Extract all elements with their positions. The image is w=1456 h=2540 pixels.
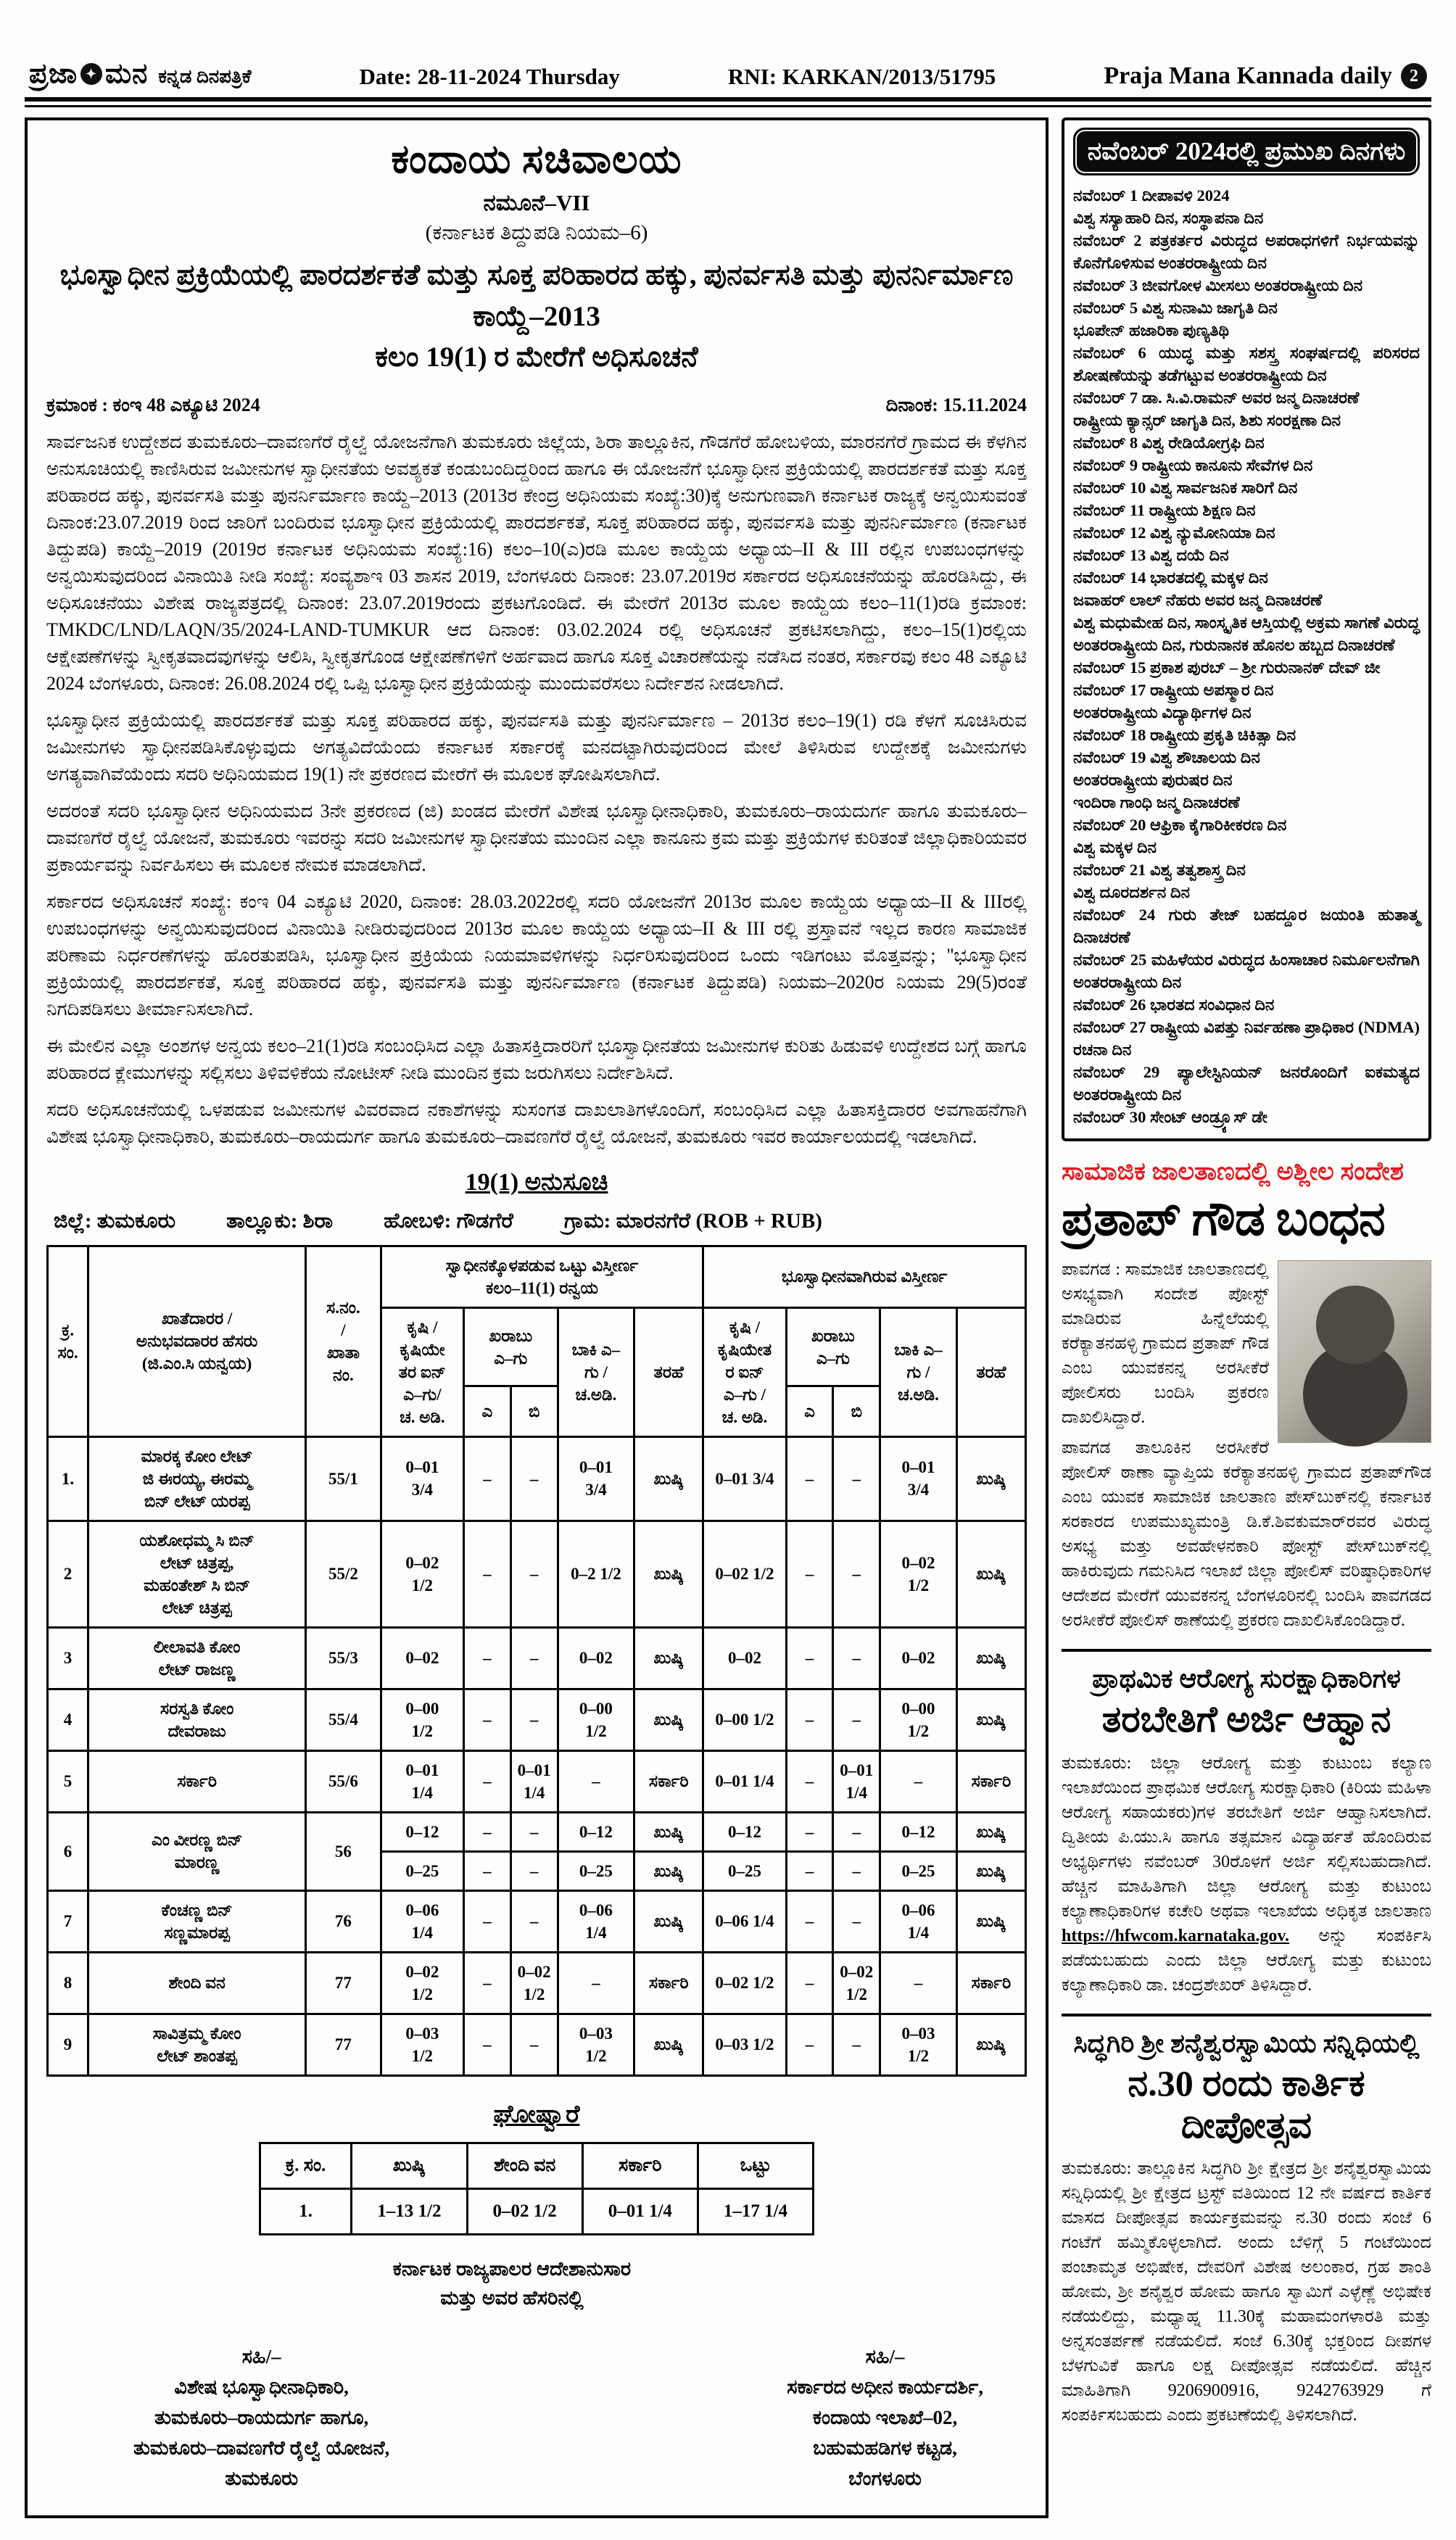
summary-title: ಘೋಷ್ವಾರೆ <box>493 2101 580 2128</box>
table-cell: – <box>786 1689 833 1750</box>
col-agri-1: ಕೃಷಿ / ಕೃಷಿಯೇ ತರ ಐನ್ ಎ–ಗು/ ಚ. ಅಡಿ. <box>381 1307 463 1436</box>
table-cell: – <box>786 1521 833 1627</box>
table-cell: 9 <box>48 2014 88 2075</box>
day-entry: ನವೆಂಬರ್ 9 ರಾಷ್ಟ್ರೀಯ ಕಾನೂನು ಸೇವೆಗಳ ದಿನ <box>1073 456 1313 474</box>
day-entry: ನವೆಂಬರ್ 20 ಆಫ್ರಿಕಾ ಕೈಗಾರಿಕೀಕರಣ ದಿನ <box>1073 816 1287 834</box>
table-cell: – <box>558 1750 634 1812</box>
table-cell: 0–06 1/4 <box>880 1890 957 1952</box>
table-cell: ಸರ್ಕಾರಿ <box>88 1750 306 1812</box>
table-cell: – <box>558 1952 634 2014</box>
table-cell: 0–03 1/2 <box>381 2014 463 2075</box>
table-cell: – <box>786 1952 833 2014</box>
article-paragraph-2: ಪಾವಗಡ ತಾಲೂಕಿನ ಅರಸೀಕೆರೆ ಪೋಲಿಸ್ ಠಾಣಾ ವ್ಯಾಪ್ತಿಯ ಕರೆಕ್ಯಾತನಹಳ್ಳಿ ಗ್ರಾಮದ ಪ್ರತಾಪ್‌ಗೌಡ ಎಂಬ ಯುವಕ ಸಾಮಾಜಿಕ ಜಾಲತಾಣ ಪೇಸ್‌ಬುಕ್‌ನಲ್ಲಿ ಕರ್ನಾಟಕ ಸರಕಾರದ ಉಪಮುಖ್ಯಮಂತ್ರಿ ಡಿ.ಕೆ.ಶಿವಕುಮಾರ್‌ರವರ ವಿರುದ್ಧ ಅಸಭ್ಯ ಮತ್ತು ಅವಹೇಳನಕಾರಿ ಪೋಸ್ಟ್ ಪೇಸ್‌ಬುಕ್‌ನಲ್ಲಿ ಹಾಕಿರುವುದು ಗಮನಿಸಿದ ಇಲಾಖೆ ಜಿಲ್ಲಾ ಪೋಲಿಸ್ ವರಿಷ್ಠಾಧಿಕಾರಿಗಳ ಆದೇಶದ ಮೇರೆಗೆ ಯುವಕನನ್ನ ಬೆಂಗಳೂರಿನಲ್ಲಿ ಬಂದಿಸಿ ಪಾವಗಡದ ಅರಸೀಕೆರೆ ಪೋಲಿಸ್ ಠಾಣೆಯಲ್ಲಿ ಪ್ರಕರಣ ದಾಖಲಿಸಿಕೊಂಡಿದ್ದಾರೆ. <box>1062 1439 1431 1631</box>
paper-logo <box>29 58 148 90</box>
group-total-extent: ಸ್ವಾಧೀನಕ್ಕೊಳಪಡುವ ಒಟ್ಟು ವಿಸ್ತೀರ್ಣ ಕಲಂ–11(1) ರನ್ವಯ <box>381 1246 703 1307</box>
summary-header-cell: ಶೇಂದಿ ವನ <box>467 2143 582 2188</box>
table-cell: 0–00 1/2 <box>381 1689 463 1750</box>
act-title <box>46 255 1027 378</box>
article-headline: ಪ್ರತಾಪ್ ಗೌಡ ಬಂಧನ <box>1062 1192 1385 1246</box>
land-schedule-table <box>46 1245 1027 2077</box>
notification-paragraph-4: ಸರ್ಕಾರದ ಅಧಿಸೂಚನೆ ಸಂಖ್ಯೆ: ಕಂಇ 04 ಎಕ್ಯೂಟಿ 2020, ದಿನಾಂಕ: 28.03.2022ರಲ್ಲಿ ಸದರಿ ಯೋಜನೆಗೆ 2013ರ ಮೂಲ ಕಾಯ್ದೆಯ ಅಧ್ಯಾಯ–II & IIIರಲ್ಲಿ ಉಪಬಂಧಗಳನ್ನು ಅನ್ವಯಿಸುವುದರಿಂದ ವಿನಾಯಿತಿ ನೀಡಿರುವುದರಿಂದ 2013ರ ಮೂಲ ಕಾಯ್ದೆಯ ಅಧ್ಯಾಯ–II & III ರಲ್ಲಿ ಪ್ರಸ್ತಾವನೆ ಇಲ್ಲದ ಕಾರಣ ಸಾಮಾಜಿಕ ಪರಿಣಾಮ ನಿರ್ಧರಣೆಗಳನ್ನು ಹೊರತುಪಡಿಸಿ, ಭೂಸ್ವಾಧೀನ ಪ್ರಕ್ರಿಯೆಯ ನಿಯಮಾವಳಿಗಳನ್ನು ನಿರ್ಧರಿಸುವುದರಿಂದ ಒಂದು ಇಡಿಗಂಟು ಮೊತ್ತವನ್ನು; ''ಭೂಸ್ವಾಧೀನ ಪ್ರಕ್ರಿಯೆಯಲ್ಲಿ ಪಾರದರ್ಶಕತೆ, ಸೂಕ್ತ ಪರಿಹಾರದ ಹಕ್ಕು, ಪುನರ್ವಸತಿ ಮತ್ತು ಪುನರ್ನಿರ್ಮಾಣ (ಕರ್ನಾಟಕ ತಿದ್ದುಪಡಿ) ನಿಯಮ–2020ರ ನಿಯಮ 29(5)ರಂತೆ ನಿಗದಿಪಡಿಸಲು ತೀರ್ಮಾನಿಸಲಾಗಿದೆ. <box>46 890 1027 1019</box>
day-entry: ಜವಾಹರ್ ಲಾಲ್ ನೆಹರು ಅವರ ಜನ್ಮ ದಿನಾಚರಣೆ <box>1073 591 1323 609</box>
table-cell: ಖುಷ್ಕಿ <box>956 2014 1025 2075</box>
paper-name-english-text: Praja Mana Kannada daily <box>1104 62 1392 89</box>
table-row <box>48 1689 1026 1750</box>
table-cell: 0–03 1/2 <box>558 2014 634 2075</box>
table-cell: 0–2 1/2 <box>558 1521 634 1627</box>
table-cell: – <box>786 1750 833 1812</box>
table-cell: 0–02 1/2 <box>703 1521 786 1627</box>
table-cell: – <box>786 2014 833 2075</box>
table-cell: – <box>464 1627 511 1689</box>
table-cell: ಖುಷ್ಕಿ <box>634 1851 703 1890</box>
table-cell: 0–00 1/2 <box>558 1689 634 1750</box>
table-row <box>48 1521 1026 1627</box>
table-cell: 0–02 1/2 <box>381 1521 463 1627</box>
day-entry: ನವೆಂಬರ್ 2 ಪತ್ರಕರ್ತರ ವಿರುದ್ಧದ ಅಪರಾಧಗಳಿಗೆ ನಿರ್ಭಯವನ್ನು ಕೊನೆಗೊಳಿಸುವ ಅಂತರರಾಷ್ಟ್ರೀಯ ದಿನ <box>1073 231 1420 272</box>
health-body-text-2: ಅನ್ನು ಸಂಪರ್ಕಿಸಿ ಪಡೆಯಬಹುದು ಎಂದು ಜಿಲ್ಲಾ ಆರೋಗ್ಯ ಮತ್ತು ಕುಟುಂಬ ಕಲ್ಯಾಣಾಧಿಕಾರಿ ಡಾ. ಚಂದ್ರಶೇಖರ್ ತಿಳಿಸಿದ್ದಾರೆ. <box>1062 1926 1431 1995</box>
article-kicker: ಸಾಮಾಜಿಕ ಜಾಲತಾಣದಲ್ಲಿ ಅಶ್ಲೀಲ ಸಂದೇಶ <box>1062 1157 1404 1186</box>
table-cell: ಖುಷ್ಕಿ <box>956 1812 1025 1851</box>
table-cell: – <box>510 1521 558 1627</box>
col-kharab-b-1: ಬಿ <box>510 1386 558 1436</box>
act-title-line2: ಕಲಂ 19(1) ರ ಮೇರೆಗೆ ಅಧಿಸೂಚನೆ <box>375 342 698 373</box>
table-cell: ಶೇಂದಿ ವನ <box>88 1952 306 2014</box>
table-cell: 6 <box>48 1812 88 1890</box>
table-cell: ಖುಷ್ಕಿ <box>634 1689 703 1750</box>
table-cell: – <box>464 1812 511 1851</box>
table-cell: 56 <box>306 1812 381 1890</box>
day-entry: ನವೆಂಬರ್ 27 ರಾಷ್ಟ್ರೀಯ ವಿಪತ್ತು ನಿರ್ವಹಣಾ ಪ್ರಾಧಿಕಾರ (NDMA) ರಚನಾ ದಿನ <box>1073 1018 1420 1059</box>
health-notice-headline-1: ಪ್ರಾಥಮಿಕ ಆರೋಗ್ಯ ಸುರಕ್ಷಾಧಿಕಾರಿಗಳ <box>1092 1664 1401 1694</box>
table-cell: ಸರ್ಕಾರಿ <box>634 1750 703 1812</box>
day-entry: ನವೆಂಬರ್ 10 ವಿಶ್ವ ಸಾರ್ವಜನಿಕ ಸಾರಿಗೆ ದಿನ <box>1073 479 1298 497</box>
table-cell: ಖುಷ್ಕಿ <box>956 1436 1025 1521</box>
reference-row <box>46 394 1027 417</box>
table-cell: 0–01 1/4 <box>510 1750 558 1812</box>
notification-date: ದಿನಾಂಕ: 15.11.2024 <box>885 394 1027 415</box>
table-cell: ಮಾರಕ್ಕ ಕೋಂ ಲೇಟ್ ಜಿ ಈರಯ್ಯ, ಈರಮ್ಮ ಬಿನ್ ಲೇಟ್ ಯರಪ್ಪ <box>88 1436 306 1521</box>
table-cell: 0–06 1/4 <box>703 1890 786 1952</box>
masthead <box>25 20 1431 97</box>
village-label: ಗ್ರಾಮ: ಮಾರನಗೆರೆ (ROB + RUB) <box>563 1209 822 1233</box>
day-entry: ನವೆಂಬರ್ 24 ಗುರು ತೇಜ್ ಬಹದ್ದೂರ ಜಯಂತಿ ಹುತಾತ್ಮ ದಿನಾಚರಣೆ <box>1073 906 1420 946</box>
summary-value-cell: 0–02 1/2 <box>467 2188 582 2234</box>
table-cell: 77 <box>306 2014 381 2075</box>
november-days-box <box>1062 117 1431 1141</box>
table-cell: ಸಾವಿತ್ರಮ್ಮ ಕೋಂ ಲೇಟ್ ಶಾಂತಪ್ಪ <box>88 2014 306 2075</box>
notification-paragraph-3: ಅದರಂತೆ ಸದರಿ ಭೂಸ್ವಾಧೀನ ಅಧಿನಿಯಮದ 3ನೇ ಪ್ರಕರಣದ (ಜಿ) ಖಂಡದ ಮೇರೆಗೆ ವಿಶೇಷ ಭೂಸ್ವಾಧೀನಾಧಿಕಾರಿ, ತುಮಕೂರು–ರಾಯದುರ್ಗ ಹಾಗೂ ತುಮಕೂರು–ದಾವಣಗೆರೆ ರೈಲ್ವೆ ಯೋಜನೆ, ತುಮಕೂರು ಇವರನ್ನು ಸದರಿ ಜಮೀನುಗಳ ಸ್ವಾಧೀನತೆಯ ಮುಂದಿನ ಎಲ್ಲಾ ಕಾನೂನು ಕ್ರಮ ಮತ್ತು ಪ್ರಕ್ರಿಯೆಗಳ ಕುರಿತಂತೆ ಜಿಲ್ಲಾಧಿಕಾರಿಯವರ ಪ್ರಕಾರ್ಯವನ್ನು ನಿರ್ವಹಿಸಲು ಈ ಮೂಲಕ ನೇಮಕ ಮಾಡಲಾಗಿದೆ. <box>46 800 1027 875</box>
table-cell: ಖುಷ್ಕಿ <box>956 1627 1025 1689</box>
table-cell: 0–00 1/2 <box>703 1689 786 1750</box>
table-cell: – <box>510 1436 558 1521</box>
summary-header-cell: ಸರ್ಕಾರಿ <box>582 2143 698 2188</box>
signature-row <box>133 2341 983 2494</box>
notification-paragraph-1: ಸಾರ್ವಜನಿಕ ಉದ್ದೇಶದ ತುಮಕೂರು–ದಾವಣಗೆರೆ ರೈಲ್ವೆ ಯೋಜನೆಗಾಗಿ ತುಮಕೂರು ಜಿಲ್ಲೆಯ, ಶಿರಾ ತಾಲ್ಲೂಕಿನ, ಗೌಡಗೆರೆ ಹೋಬಳಿಯ, ಮಾರನಗೆರೆ ಗ್ರಾಮದ ಈ ಕೆಳಗಿನ ಅನುಸೂಚಿಯಲ್ಲಿ ಕಾಣಿಸಿರುವ ಜಮೀನುಗಳ ಸ್ವಾಧೀನತೆಯ ಅವಶ್ಯಕತೆ ಕಂಡುಬಂದಿದ್ದರಿಂದ ಹಾಗೂ ಈ ಯೋಜನೆಗೆ ಭೂಸ್ವಾಧೀನ ಪ್ರಕ್ರಿಯೆಯಲ್ಲಿ ಪಾರದರ್ಶಕತೆ ಮತ್ತು ಸೂಕ್ತ ಪರಿಹಾರದ ಹಕ್ಕು, ಪುನರ್ವಸತಿ ಮತ್ತು ಪುನರ್ನಿರ್ಮಾಣ ಕಾಯ್ದೆ–2013 (2013ರ ಕೇಂದ್ರ ಅಧಿನಿಯಮ ಸಂಖ್ಯೆ:30)ಕ್ಕೆ ಅನುಗುಣವಾಗಿ ಕರ್ನಾಟಕ ರಾಜ್ಯಕ್ಕೆ ಅನ್ವಯಿಸುವಂತೆ ದಿನಾಂಕ:23.07.2019 ರಿಂದ ಜಾರಿಗೆ ಬಂದಿರುವ ಭೂಸ್ವಾಧೀನ ಪ್ರಕ್ರಿಯೆಯಲ್ಲಿ ಪಾರದರ್ಶಕತೆ, ಸೂಕ್ತ ಪರಿಹಾರದ ಹಕ್ಕು, ಪುನರ್ವಸತಿ ಮತ್ತು ಪುನರ್ನಿರ್ಮಾಣ (ಕರ್ನಾಟಕ ತಿದ್ದುಪಡಿ) ಕಾಯ್ದೆ–2019 (2019ರ ಕರ್ನಾಟಕ ಅಧಿನಿಯಮ ಸಂಖ್ಯೆ:16) ಕಲಂ–10(ಎ)ರಡಿ ಮೂಲ ಕಾಯ್ದೆಯ ಅಧ್ಯಾಯ–II & III ರಲ್ಲಿನ ಉಪಬಂಧಗಳನ್ನು ಅನ್ವಯಿಸುವುದರಿಂದ ವಿನಾಯಿತಿ ನೀಡಿ ಸಂಖ್ಯೆ: ಸಂವ್ಯಶಾಇ 03 ಶಾಸನ 2019, ಬೆಂಗಳೂರು ದಿನಾಂಕ: 23.07.2019ರ ಸರ್ಕಾರದ ಅಧಿಸೂಚನೆಯನ್ನು ಹೊರಡಿಸಿದ್ದು, ಈ ಅಧಿಸೂಚನೆಯು ವಿಶೇಷ ರಾಜ್ಯಪತ್ರದಲ್ಲಿ ದಿನಾಂಕ: 23.07.2019ರಂದು ಪ್ರಕಟಗೊಂಡಿದೆ. ಈ ಮೇರೆಗೆ 2013ರ ಮೂಲ ಕಾಯ್ದೆಯ ಕಲಂ–11(1)ರಡಿ ಕ್ರಮಾಂಕ: TMKDC/LND/LAQN/35/2024-LAND-TUMKUR ಆದ ದಿನಾಂಕ: 03.02.2024 ರಲ್ಲಿ ಅಧಿಸೂಚನೆ ಪ್ರಕಟಿಸಲಾಗಿದ್ದು, ಕಲಂ–15(1)ರಲ್ಲಿಯ ಆಕ್ಷೇಪಣೆಗಳನ್ನು ಸ್ವೀಕೃತವಾದವುಗಳನ್ನು ಆಲಿಸಿ, ಸ್ವೀಕೃತಗೊಂಡ ಆಕ್ಷೇಪಣೆಗಳಿಗೆ ಅರ್ಹವಾದ ಹಾಗೂ ಸೂಕ್ತ ವಿಚಾರಣೆಯನ್ನು ನಡೆಸಿದ ನಂತರ, ಸರ್ಕಾರವು ಕಲಂ 48 ಎಕ್ಯೂಟಿ 2024 ಬೆಂಗಳೂರು, ದಿನಾಂಕ: 26.08.2024 ರಲ್ಲಿ ಒಪ್ಪಿ ಭೂಸ್ವಾಧೀನ ಪ್ರಕ್ರಿಯೆಯನ್ನು ಮುಂದುವರೆಸಲು ನಿರ್ದೇಶನ ನೀಡಲಾಗಿದೆ. <box>46 431 1027 694</box>
col-kharab-a-2: ಎ <box>786 1386 833 1436</box>
table-cell: ಖುಷ್ಕಿ <box>634 1436 703 1521</box>
days-box-title: ನವೆಂಬರ್ 2024ರಲ್ಲಿ ಪ್ರಮುಖ ದಿನಗಳು <box>1073 128 1420 175</box>
day-entry: ನವೆಂಬರ್ 6 ಯುದ್ಧ ಮತ್ತು ಸಶಸ್ತ್ರ ಸಂಘರ್ಷದಲ್ಲಿ ಪರಿಸರದ ಶೋಷಣೆಯನ್ನು ತಡೆಗಟ್ಟುವ ಅಂತರರಾಷ್ಟ್ರೀಯ ದಿನ <box>1073 344 1420 384</box>
table-row <box>48 2014 1026 2075</box>
table-cell: 5 <box>48 1750 88 1812</box>
day-entry: ವಿಶ್ವ ಮಕ್ಕಳ ದಿನ <box>1073 838 1157 856</box>
summary-value-cell: 1–17 1/4 <box>698 2188 813 2234</box>
table-cell: 0–01 1/4 <box>703 1750 786 1812</box>
table-cell: 7 <box>48 1890 88 1952</box>
day-entry: ನವೆಂಬರ್ 14 ಭಾರತದಲ್ಲಿ ಮಕ್ಕಳ ದಿನ <box>1073 568 1268 587</box>
table-cell: 0–03 1/2 <box>703 2014 786 2075</box>
col-owner-name: ಖಾತೆದಾರರ / ಅನುಭವದಾರರ ಹೆಸರು (ಜಿ.ಎಂ.ಸಿ ಯನ್ವಯ) <box>88 1246 306 1436</box>
day-entry: ನವೆಂಬರ್ 18 ರಾಷ್ಟ್ರೀಯ ಪ್ರಕೃತಿ ಚಿಕಿತ್ಸಾ ದಿನ <box>1073 726 1296 744</box>
table-cell: 0–00 1/2 <box>880 1689 957 1750</box>
table-cell: 0–25 <box>703 1851 786 1890</box>
table-cell: 0–01 3/4 <box>381 1436 463 1521</box>
day-entry: ನವೆಂಬರ್ 17 ರಾಷ್ಟ್ರೀಯ ಅಪಸ್ಮಾರ ದಿನ <box>1073 681 1274 699</box>
day-entry: ನವೆಂಬರ್ 7 ಡಾ. ಸಿ.ವಿ.ರಾಮನ್ ಅವರ ಜನ್ಮ ದಿನಾಚರಣೆ <box>1073 389 1360 407</box>
table-cell: 0–06 1/4 <box>558 1890 634 1952</box>
table-cell: 0–03 1/2 <box>880 2014 957 2075</box>
col-balance-2: ಬಾಕಿ ಎ– ಗು / ಚ.ಅಡಿ. <box>880 1307 957 1436</box>
table-cell: 0–01 3/4 <box>558 1436 634 1521</box>
table-cell: ಸರಸ್ವತಿ ಕೋಂ ದೇವರಾಜು <box>88 1689 306 1750</box>
health-dept-link[interactable]: https://hfwcom.karnataka.gov. <box>1062 1926 1290 1945</box>
table-cell: 55/1 <box>306 1436 381 1521</box>
table-cell: – <box>464 1750 511 1812</box>
day-entry: ನವೆಂಬರ್ 25 ಮಹಿಳೆಯರ ವಿರುದ್ಧದ ಹಿಂಸಾಚಾರ ನಿರ್ಮೂಲನೆಗಾಗಿ ಅಂತರರಾಷ್ಟ್ರೀಯ ದಿನ <box>1073 951 1420 991</box>
col-kharab-1: ಖರಾಬು ಎ–ಗು <box>464 1307 558 1386</box>
col-kharab-2: ಖರಾಬು ಎ–ಗು <box>786 1307 880 1386</box>
day-entry: ನವೆಂಬರ್ 1 ದೀಪಾವಳಿ 2024 <box>1073 186 1230 204</box>
summary-header-cell: ಖುಷ್ಕಿ <box>352 2143 467 2188</box>
table-cell: 0–02 <box>381 1627 463 1689</box>
day-entry: ನವೆಂಬರ್ 11 ರಾಷ್ಟ್ರೀಯ ಶಿಕ್ಷಣ ದಿನ <box>1073 501 1256 519</box>
table-cell: – <box>510 1812 558 1851</box>
masthead-rule-thin <box>25 105 1431 107</box>
table-cell: ಸರ್ಕಾರಿ <box>956 1952 1025 2014</box>
table-cell: 1. <box>48 1436 88 1521</box>
table-cell: – <box>880 1952 957 2014</box>
day-entry: ನವೆಂಬರ್ 13 ವಿಶ್ವ ದಯೆ ದಿನ <box>1073 546 1229 564</box>
day-entry: ನವೆಂಬರ್ 26 ಭಾರತದ ಸಂವಿಧಾನ ದಿನ <box>1073 996 1275 1014</box>
table-cell: 3 <box>48 1627 88 1689</box>
day-entry: ನವೆಂಬರ್ 29 ಪ್ಯಾಲೇಸ್ಟಿನಿಯನ್ ಜನರೊಂದಿಗೆ ಐಕಮತ್ಯದ ಅಂತರರಾಷ್ಟ್ರೀಯ ದಿನ <box>1073 1063 1420 1104</box>
table-cell: 4 <box>48 1689 88 1750</box>
day-entry: ನವೆಂಬರ್ 30 ಸೇಂಟ್ ಆಂಡ್ರ್ಯೂಸ್ ಡೇ <box>1073 1108 1267 1126</box>
table-cell: – <box>833 1521 880 1627</box>
table-cell: ಖುಷ್ಕಿ <box>956 1851 1025 1890</box>
table-row <box>48 1952 1026 2014</box>
table-cell: ಖುಷ್ಕಿ <box>634 1521 703 1627</box>
table-cell: 8 <box>48 1952 88 2014</box>
table-cell: 55/2 <box>306 1521 381 1627</box>
table-cell: – <box>464 1436 511 1521</box>
day-entry: ಅಂತರರಾಷ್ಟ್ರೀಯ ಪುರುಷರ ದಿನ <box>1073 771 1233 789</box>
table-cell: – <box>510 1851 558 1890</box>
table-cell: 0–02 1/2 <box>833 1952 880 2014</box>
table-cell: ಖುಷ್ಕಿ <box>634 1812 703 1851</box>
table-cell: 76 <box>306 1890 381 1952</box>
day-entry: ಇಂದಿರಾ ಗಾಂಧಿ ಜನ್ಮ ದಿನಾಚರಣೆ <box>1073 793 1240 811</box>
col-kharab-a-1: ಎ <box>464 1386 511 1436</box>
hobli-label: ಹೋಬಳಿ: ಗೌಡಗೆರೆ <box>384 1209 513 1233</box>
act-title-line1: ಭೂಸ್ವಾಧೀನ ಪ್ರಕ್ರಿಯೆಯಲ್ಲಿ ಪಾರದರ್ಶಕತೆ ಮತ್ತು ಸೂಕ್ತ ಪರಿಹಾರದ ಹಕ್ಕು, ಪುನರ್ವಸತಿ ಮತ್ತು ಪುನರ್ನಿರ್ಮಾಣ ಕಾಯ್ದೆ–2013 <box>59 260 1014 332</box>
department-title: ಕಂದಾಯ ಸಚಿವಾಲಯ <box>391 137 682 181</box>
table-cell: – <box>833 1436 880 1521</box>
right-sidebar <box>1062 117 1431 2428</box>
summary-header-cell: ಒಟ್ಟು <box>698 2143 813 2188</box>
accused-photo <box>1278 1260 1431 1443</box>
location-row <box>54 1209 1019 1233</box>
governor-order-note <box>309 2254 715 2312</box>
group-acquired-extent: ಭೂಸ್ವಾಧೀನವಾಗಿರುವ ವಿಸ್ತೀರ್ಣ <box>703 1246 1026 1307</box>
col-agri-2: ಕೃಷಿ / ಕೃಷಿಯೇತ ರ ಐನ್ ಎ–ಗು / ಚ. ಅಡಿ. <box>703 1307 786 1436</box>
paper-emblem-icon: ✦ <box>80 63 102 85</box>
table-cell: – <box>464 1952 511 2014</box>
table-cell: – <box>464 1851 511 1890</box>
governor-order-line1: ಕರ್ನಾಟಕ ರಾಜ್ಯಪಾಲರ ಆದೇಶಾನುಸಾರ <box>392 2257 632 2280</box>
table-cell: 77 <box>306 1952 381 2014</box>
table-cell: – <box>786 1627 833 1689</box>
temple-festival-notice <box>1062 2014 1431 2428</box>
table-cell: 0–02 <box>558 1627 634 1689</box>
table-cell: ಕೆಂಚಣ್ಣ ಬಿನ್ ಸಣ್ಣಮಾರಪ್ಪ <box>88 1890 306 1952</box>
summary-table <box>259 2142 814 2235</box>
table-cell: 0–25 <box>381 1851 463 1890</box>
health-training-notice <box>1062 1649 1431 1997</box>
summary-value-cell: 1–13 1/2 <box>352 2188 467 2234</box>
table-cell: – <box>833 1689 880 1750</box>
day-entry: ಭೂಪೇನ್ ಹಜಾರಿಕಾ ಪುಣ್ಯತಿಥಿ <box>1073 321 1230 339</box>
page-number-badge: 2 <box>1401 63 1427 89</box>
table-cell: 55/3 <box>306 1627 381 1689</box>
table-cell: ಸರ್ಕಾರಿ <box>956 1750 1025 1812</box>
table-cell: – <box>464 1689 511 1750</box>
paper-logo-group <box>29 58 252 90</box>
table-cell: – <box>833 1851 880 1890</box>
rni-number: RNI: KARKAN/2013/51795 <box>727 64 996 89</box>
table-cell: – <box>786 1436 833 1521</box>
table-cell: 55/6 <box>306 1750 381 1812</box>
table-cell: 0–25 <box>558 1851 634 1890</box>
table-cell: 0–02 <box>880 1627 957 1689</box>
day-entry: ನವೆಂಬರ್ 3 ಜೀವಗೋಳ ಮೀಸಲು ಅಂತರರಾಷ್ಟ್ರೀಯ ದಿನ <box>1073 276 1363 294</box>
table-body <box>48 1436 1026 2075</box>
day-entry: ಅಂತರರಾಷ್ಟ್ರೀಯ ವಿದ್ಯಾರ್ಥಿಗಳ ದಿನ <box>1073 703 1252 721</box>
day-entry: ನವೆಂಬರ್ 12 ವಿಶ್ವ ನ್ಯುಮೋನಿಯಾ ದಿನ <box>1073 524 1275 542</box>
table-cell: 0–25 <box>880 1851 957 1890</box>
table-row <box>48 1436 1026 1521</box>
table-cell: – <box>464 1890 511 1952</box>
rule-reference: (ಕರ್ನಾಟಕ ತಿದ್ದುಪಡಿ ನಿಯಮ–6) <box>425 221 648 244</box>
day-entry: ನವೆಂಬರ್ 21 ವಿಶ್ವ ತತ್ವಶಾಸ್ತ್ರ ದಿನ <box>1073 861 1246 879</box>
table-cell: 0–12 <box>703 1812 786 1851</box>
health-notice-body <box>1062 1751 1431 1998</box>
table-cell: 0–01 3/4 <box>880 1436 957 1521</box>
table-row <box>48 1627 1026 1689</box>
table-cell: – <box>833 2014 880 2075</box>
table-cell: 0–06 1/4 <box>381 1890 463 1952</box>
notification-paragraph-6: ಸದರಿ ಅಧಿಸೂಚನೆಯಲ್ಲಿ ಒಳಪಡುವ ಜಮೀನುಗಳ ವಿವರವಾದ ನಕಾಶೆಗಳನ್ನು ಸುಸಂಗತ ದಾಖಲಾತಿಗಳೊಂದಿಗೆ, ಸಂಬಂಧಿಸಿದ ಎಲ್ಲಾ ಹಿತಾಸಕ್ತಿದಾರರ ಅವಗಾಹನೆಗಾಗಿ ವಿಶೇಷ ಭೂಸ್ವಾಧೀನಾಧಿಕಾರಿ, ತುಮಕೂರು–ರಾಯದುರ್ಗ ಹಾಗೂ ತುಮಕೂರು–ದಾವಣಗೆರೆ ರೈಲ್ವೆ ಯೋಜನೆ, ತುಮಕೂರು ಇವರ ಕಾರ್ಯಾಲಯದಲ್ಲಿ ಇಡಲಾಗಿದೆ. <box>46 1099 1027 1147</box>
table-header <box>48 1246 1026 1436</box>
table-cell: – <box>510 1890 558 1952</box>
temple-notice-body: ತುಮಕೂರು: ತಾಲ್ಲೂಕಿನ ಸಿದ್ಧಗಿರಿ ಶ್ರೀ ಕ್ಷೇತ್ರದ ಶ್ರೀ ಶನೈಶ್ವರಸ್ವಾಮಿಯ ಸನ್ನಿಧಿಯಲ್ಲಿ ಶ್ರೀ ಕ್ಷೇತ್ರದ ಟ್ರಸ್ಟ್ ವತಿಯಿಂದ 12 ನೇ ವರ್ಷದ ಕಾರ್ತಿಕ ಮಾಸದ ದೀಪೋತ್ಸವ ಕಾರ್ಯಕ್ರಮವನ್ನು ನ.30 ರಂದು ಸಂಜೆ 6 ಗಂಟೆಗೆ ಹಮ್ಮಿಕೊಳ್ಳಲಾಗಿದೆ. ಅಂದು ಬೆಳಿಗ್ಗೆ 5 ಗಂಟೆಯಿಂದ ಪಂಚಾಮೃತ ಅಭಿಷೇಕ, ದೇವರಿಗೆ ವಿಶೇಷ ಅಲಂಕಾರ, ಗ್ರಹ ಶಾಂತಿ ಹೋಮ, ಶ್ರೀ ಶನೈಶ್ವರ ಹೋಮ ಹಾಗೂ ಸ್ವಾಮಿಗೆ ಎಳ್ಳೆಣ್ಣೆ ಅಭಿಷೇಕ ನಡೆಯಲಿದ್ದು, ಮಧ್ಯಾಹ್ನ 11.30ಕ್ಕೆ ಮಹಾಮಂಗಳಾರತಿ ಮತ್ತು ಅನ್ನಸಂತರ್ಪಣೆ ನಡೆಯಲಿದೆ. ಸಂಜೆ 6.30ಕ್ಕೆ ಭಕ್ತರಿಂದ ದೀಪಗಳ ಬೆಳಗುವಿಕೆ ಹಾಗೂ ಲಕ್ಷ ದೀಪೋತ್ಸವ ನಡೆಯಲಿದೆ. ಹೆಚ್ಚಿನ ಮಾಹಿತಿಗಾಗಿ 9206900916, 9242763929 ಗೆ ಸಂಪರ್ಕಿಸಬಹುದು ಎಂದು ಪ್ರಕಟಣೆಯಲ್ಲಿ ತಿಳಿಸಲಾಗಿದೆ. <box>1062 2159 1431 2425</box>
table-cell: ಖುಷ್ಕಿ <box>634 1890 703 1952</box>
table-cell: – <box>880 1750 957 1812</box>
col-survey-number: ಸ.ನಂ. / ಖಾತಾ ನಂ. <box>306 1246 381 1436</box>
issue-date: Date: 28-11-2024 Thursday <box>359 64 620 89</box>
schedule-title: 19(1) ಅನುಸೂಚಿ <box>465 1168 608 1196</box>
day-entry: ನವೆಂಬರ್ 15 ಪ್ರಕಾಶ ಪುರಬ್ – ಶ್ರೀ ಗುರುನಾನಕ್ ದೇವ್ ಜೀ <box>1073 658 1381 677</box>
notification-paragraph-5: ಈ ಮೇಲಿನ ಎಲ್ಲಾ ಅಂಶಗಳ ಅನ್ವಯ ಕಲಂ–21(1)ರಡಿ ಸಂಬಂಧಿಸಿದ ಎಲ್ಲಾ ಹಿತಾಸಕ್ತಿದಾರರಿಗೆ ಭೂಸ್ವಾಧೀನತೆಯ ಜಮೀನುಗಳ ಕುರಿತು ಹಿಡುವಳಿ ಉದ್ದೇಶದ ಬಗ್ಗೆ ಹಾಗೂ ಪರಿಹಾರದ ಕ್ಲೇಮುಗಳನ್ನು ಸಲ್ಲಿಸಲು ತಿಳಿವಳಿಕೆಯ ನೋಟೀಸ್ ನೀಡಿ ಮುಂದಿನ ಕ್ರಮ ಜರುಗಿಸಲು ನಿರ್ದೇಶಿಸಿದೆ. <box>46 1035 1027 1083</box>
table-cell: 2 <box>48 1521 88 1627</box>
table-cell: – <box>510 1689 558 1750</box>
temple-notice-headline-1: ಸಿದ್ಧಗಿರಿ ಶ್ರೀ ಶನೈಶ್ವರಸ್ವಾಮಿಯ ಸನ್ನಿಧಿಯಲ್ಲಿ <box>1073 2028 1420 2058</box>
table-cell: ಯಶೋಧಮ್ಮ ಸಿ ಬಿನ್ ಲೇಟ್ ಚಿತ್ರಪ್ಪ, ಮಹಂತೇಶ್ ಸಿ ಬಿನ್ ಲೇಟ್ ಚಿತ್ರಪ್ಪ <box>88 1521 306 1627</box>
summary-header-cell: ಕ್ರ. ಸಂ. <box>260 2143 351 2188</box>
signature-left: ಸಹಿ/– ವಿಶೇಷ ಭೂಸ್ವಾಧೀನಾಧಿಕಾರಿ, ತುಮಕೂರು–ರಾಯದುರ್ಗ ಹಾಗೂ, ತುಮಕೂರು–ದಾವಣಗೆರೆ ರೈಲ್ವೆ ಯೋಜನೆ, ತುಮಕೂರು <box>133 2345 390 2489</box>
col-kharab-b-2: ಬಿ <box>833 1386 880 1436</box>
notification-paragraph-2: ಭೂಸ್ವಾಧೀನ ಪ್ರಕ್ರಿಯೆಯಲ್ಲಿ ಪಾರದರ್ಶಕತೆ ಮತ್ತು ಸೂಕ್ತ ಪರಿಹಾರದ ಹಕ್ಕು, ಪುನರ್ವಸತಿ ಮತ್ತು ಪುನರ್ನಿರ್ಮಾಣ – 2013ರ ಕಲಂ–19(1) ರಡಿ ಕೆಳಗೆ ಸೂಚಿಸಿರುವ ಜಮೀನುಗಳು ಸ್ವಾಧೀನಪಡಿಸಿಕೊಳ್ಳುವುದು ಅಗತ್ಯವಿದೆಯೆಂದು ಕರ್ನಾಟಕ ಸರ್ಕಾರಕ್ಕೆ ಮನದಟ್ಟಾಗಿರುವುದರಿಂದ ಮೇಲೆ ತಿಳಿಸಿರುವ ಉದ್ದೇಶಕ್ಕೆ ಜಮೀನುಗಳು ಅಗತ್ಯವಾಗಿವೆಯೆಂದು ಸದರಿ ಅಧಿನಿಯಮದ 19(1) ನೇ ಪ್ರಕರಣದ ಮೇರೆಗೆ ಈ ಮೂಲಕ ಘೋಷಿಸಲಾಗಿದೆ. <box>46 709 1027 785</box>
col-type-1: ತರಹೆ <box>634 1307 703 1436</box>
table-cell: 0–01 3/4 <box>703 1436 786 1521</box>
day-entry: ವಿಶ್ವ ಮಧುಮೇಹ ದಿನ, ಸಾಂಸ್ಕೃತಿಕ ಆಸ್ತಿಯಲ್ಲಿ ಅಕ್ರಮ ಸಾಗಣೆ ವಿರುದ್ಧ ಅಂತರರಾಷ್ಟ್ರೀಯ ದಿನ, ಗುರುನಾನಕ ಹೊನಲ ಹಬ್ಬದ ದಿನಾಚರಣೆ <box>1073 613 1420 654</box>
taluk-label: ತಾಲ್ಲೂಕು: ಶಿರಾ <box>226 1209 334 1233</box>
table-cell: – <box>510 2014 558 2075</box>
table-cell: – <box>833 1627 880 1689</box>
land-acquisition-notification <box>25 117 1048 2518</box>
table-cell: 0–12 <box>880 1812 957 1851</box>
reference-number: ಕ್ರಮಾಂಕ : ಕಂಇ 48 ಎಕ್ಯೂಟಿ 2024 <box>46 394 260 415</box>
table-cell: 0–02 <box>703 1627 786 1689</box>
table-cell: – <box>833 1890 880 1952</box>
day-entry: ನವೆಂಬರ್ 5 ವಿಶ್ವ ಸುನಾಮಿ ಜಾಗೃತಿ ದಿನ <box>1073 299 1278 317</box>
table-cell: 0–01 1/4 <box>833 1750 880 1812</box>
arrest-article <box>1062 1156 1431 1633</box>
table-cell: ಎಂ ವೀರಣ್ಣ ಬಿನ್ ಮಾರಣ್ಣ <box>88 1812 306 1890</box>
table-cell: – <box>786 1812 833 1851</box>
signature-right: ಸಹಿ/– ಸರ್ಕಾರದ ಅಧೀನ ಕಾರ್ಯದರ್ಶಿ, ಕಂದಾಯ ಇಲಾಖೆ–02, ಬಹುಮಹಡಿಗಳ ಕಟ್ಟಡ, ಬೆಂಗಳೂರು <box>787 2345 983 2489</box>
table-row <box>48 1812 1026 1851</box>
table-cell: – <box>464 2014 511 2075</box>
day-entry: ನವೆಂಬರ್ 8 ವಿಶ್ವ ರೇಡಿಯೋಗ್ರಫಿ ದಿನ <box>1073 434 1265 452</box>
article-paragraph-1: ಪಾವಗಡ : ಸಾಮಾಜಿಕ ಜಾಲತಾಣದಲ್ಲಿ ಅಸಭ್ಯವಾಗಿ ಸಂದೇಶ ಪೋಸ್ಟ್ ಮಾಡಿರುವ ಹಿನ್ನೆಲೆಯಲ್ಲಿ ಕರೆಕ್ಯಾತನಹಳ್ಳಿ ಗ್ರಾಮದ ಪ್ರತಾಪ್ ಗೌಡ ಎಂಬ ಯುವಕನನ್ನ ಅರಸೀಕೆರೆ ಪೋಲಿಸರು ಬಂದಿಸಿ ಪ್ರಕರಣ ದಾಖಲಿಸಿದ್ದಾರೆ. <box>1062 1260 1269 1428</box>
table-cell: 0–02 1/2 <box>703 1952 786 2014</box>
paper-subtitle: ಕನ್ನಡ ದಿನಪತ್ರಿಕೆ <box>158 66 252 87</box>
col-balance-1: ಬಾಕಿ ಎ– ಗು / ಚ.ಅಡಿ. <box>558 1307 634 1436</box>
table-cell: ಖುಷ್ಕಿ <box>956 1521 1025 1627</box>
logo-text-left: ಪ್ರಜಾ <box>29 59 78 89</box>
day-entry: ನವೆಂಬರ್ 19 ವಿಶ್ವ ಶೌಚಾಲಯ ದಿನ <box>1073 748 1260 766</box>
table-cell: 0–12 <box>558 1812 634 1851</box>
table-cell: 0–01 1/4 <box>381 1750 463 1812</box>
summary-value-cell: 0–01 1/4 <box>582 2188 698 2234</box>
form-number: ನಮೂನೆ–VII <box>483 190 590 215</box>
table-row <box>48 1750 1026 1812</box>
table-cell: ಖುಷ್ಕಿ <box>956 1689 1025 1750</box>
table-cell: ಖುಷ್ಕಿ <box>634 2014 703 2075</box>
governor-order-line2: ಮತ್ತು ಅವರ ಹೆಸರಿನಲ್ಲಿ <box>440 2286 584 2309</box>
paper-name-english <box>1104 62 1427 90</box>
summary-value-cell: 1. <box>260 2188 351 2234</box>
article-body <box>1062 1257 1431 1633</box>
col-serial: ಕ್ರ. ಸಂ. <box>48 1246 88 1436</box>
table-cell: ಲೀಲಾವತಿ ಕೋಂ ಲೇಟ್ ರಾಜಣ್ಣ <box>88 1627 306 1689</box>
table-cell: – <box>510 1627 558 1689</box>
col-type-2: ತರಹೆ <box>956 1307 1025 1436</box>
health-body-text-1: ತುಮಕೂರು: ಜಿಲ್ಲಾ ಆರೋಗ್ಯ ಮತ್ತು ಕುಟುಂಬ ಕಲ್ಯಾಣ ಇಲಾಖೆಯಿಂದ ಪ್ರಾಥಮಿಕ ಆರೋಗ್ಯ ಸುರಕ್ಷಾಧಿಕಾರಿ (ಕಿರಿಯ ಮಹಿಳಾ ಆರೋಗ್ಯ ಸಹಾಯಕರು)ಗಳ ತರಬೇತಿಗೆ ಅರ್ಜಿ ಆಹ್ವಾನಿಸಲಾಗಿದೆ. ದ್ವಿತೀಯ ಪಿ.ಯು.ಸಿ ಹಾಗೂ ತತ್ಸಮಾನ ವಿದ್ಯಾರ್ಹತೆ ಹೊಂದಿರುವ ಅಭ್ಯರ್ಥಿಗಳು ನವೆಂಬರ್ 30ರೊಳಗೆ ಅರ್ಜಿ ಸಲ್ಲಿಸಬಹುದಾಗಿದೆ. ಹೆಚ್ಚಿನ ಮಾಹಿತಿಗಾಗಿ ಜಿಲ್ಲಾ ಆರೋಗ್ಯ ಮತ್ತು ಕುಟುಂಬ ಕಲ್ಯಾಣಾಧಿಕಾರಿಗಳ ಕಚೇರಿ ಅಥವಾ ಇಲಾಖೆಯ ಅಧಿಕೃತ ಜಾಲತಾಣ <box>1062 1753 1431 1921</box>
day-entry: ವಿಶ್ವ ಸಸ್ಯಾಹಾರಿ ದಿನ, ಸಂಸ್ಥಾಪನಾ ದಿನ <box>1073 209 1264 227</box>
table-cell: 0–02 1/2 <box>880 1521 957 1627</box>
table-cell: 55/4 <box>306 1689 381 1750</box>
logo-text-right: ಮನ <box>104 59 149 89</box>
table-cell: ಖುಷ್ಕಿ <box>956 1890 1025 1952</box>
table-cell: – <box>833 1812 880 1851</box>
district-label: ಜಿಲ್ಲೆ: ತುಮಕೂರು <box>54 1209 176 1233</box>
day-entry: ವಿಶ್ವ ದೂರದರ್ಶನ ದಿನ <box>1073 883 1190 901</box>
days-list <box>1073 184 1420 1128</box>
health-notice-headline-2: ತರಬೇತಿಗೆ ಅರ್ಜಿ ಆಹ್ವಾನ <box>1101 1699 1391 1740</box>
notification-body <box>46 429 1027 1150</box>
table-cell: 0–02 1/2 <box>510 1952 558 2014</box>
table-cell: ಸರ್ಕಾರಿ <box>634 1952 703 2014</box>
temple-notice-headline-2: ನ.30 ರಂದು ಕಾರ್ತಿಕ ದೀಪೋತ್ಸವ <box>1128 2063 1365 2146</box>
table-cell: 0–02 1/2 <box>381 1952 463 2014</box>
table-cell: – <box>786 1851 833 1890</box>
table-row <box>48 1890 1026 1952</box>
table-cell: ಖುಷ್ಕಿ <box>634 1627 703 1689</box>
table-cell: 0–12 <box>381 1812 463 1851</box>
day-entry: ರಾಷ್ಟ್ರೀಯ ಕ್ಯಾನ್ಸರ್ ಜಾಗೃತಿ ದಿನ, ಶಿಶು ಸಂರಕ್ಷಣಾ ದಿನ <box>1073 411 1341 429</box>
table-cell: – <box>464 1521 511 1627</box>
table-cell: – <box>786 1890 833 1952</box>
